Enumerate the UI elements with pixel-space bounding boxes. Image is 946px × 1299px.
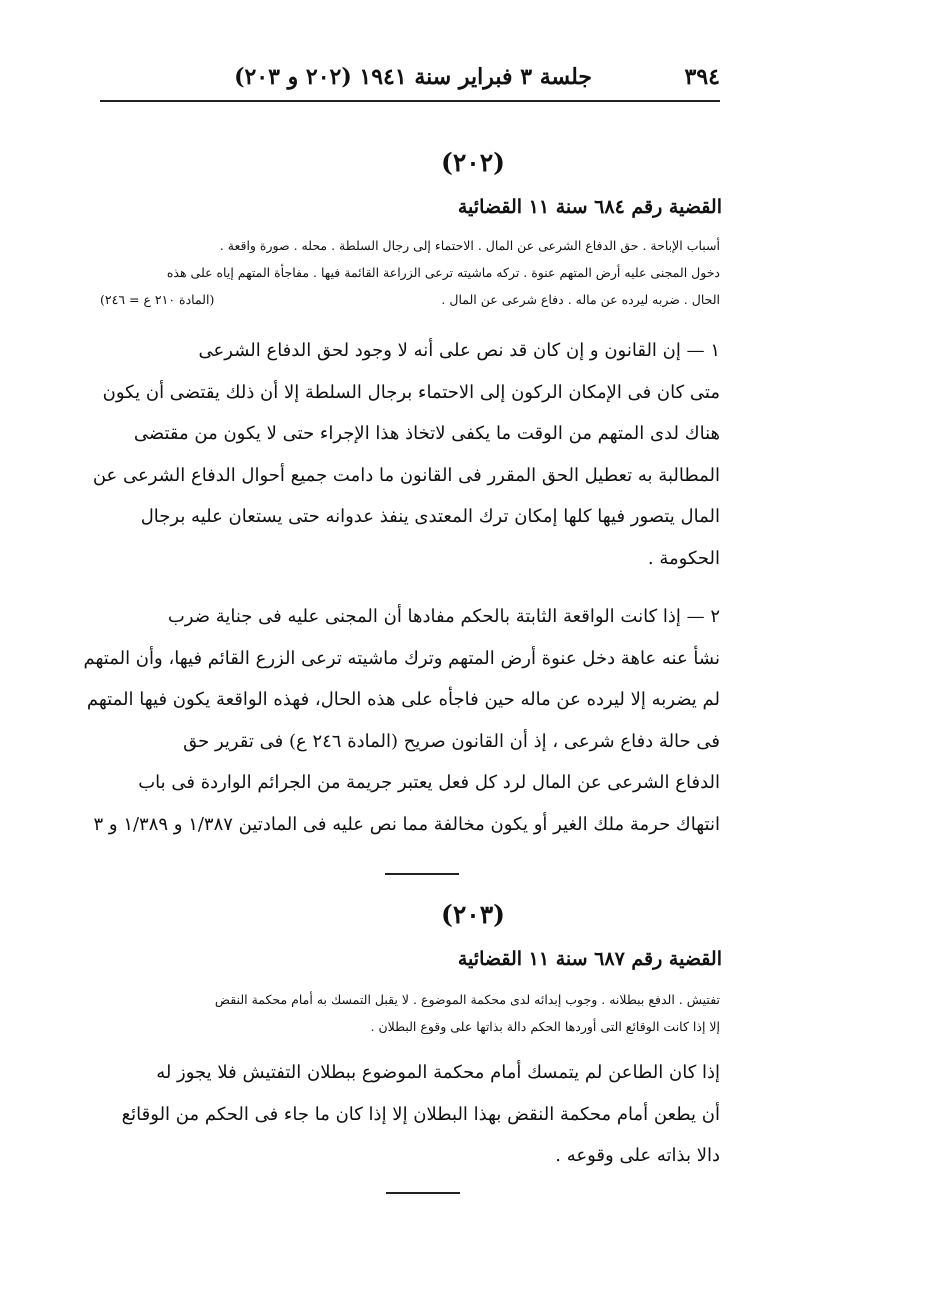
text-line: انتهاك حرمة ملك الغير أو يكون مخالفة مما نص عليه فى المادتين ١/٣٨٧ و ١/٣٨٩ و ٣ xyxy=(93,813,720,835)
paragraph-2 xyxy=(83,596,720,845)
text-line: المطالبة به تعطيل الحق المقرر فى القانون ما دامت جميع أحوال الدفاع الشرعى عن xyxy=(92,464,720,486)
text-line: الحكومة . xyxy=(647,547,720,569)
text-line: دالا بذاته على وقوعه . xyxy=(555,1145,720,1166)
keywords-line xyxy=(100,286,720,313)
case-number: (٢٠٣) xyxy=(441,900,505,929)
text-line: الدفاع الشرعى عن المال لرد كل فعل يعتبر جريمة من الجرائم الواردة فى باب xyxy=(138,772,720,793)
text-line: أن يطعن أمام محكمة النقض بهذا البطلان إلا إذا كان ما جاء فى الحكم من الوقائع xyxy=(121,1103,720,1125)
text-line: ٢ — إذا كانت الواقعة الثابتة بالحكم مفادها أن المجنى عليه فى جناية ضرب xyxy=(167,606,720,627)
text-line: المال يتصور فيها كلها إمكان ترك المعتدى ينفذ عدوانه حتى يستعان عليه برجال xyxy=(140,506,720,527)
case-reference: القضية رقم ٦٨٤ سنة ١١ القضائية xyxy=(457,196,722,218)
header-rule xyxy=(100,100,720,102)
page-header xyxy=(100,64,720,98)
text-line: هناك لدى المتهم من الوقت ما يكفى لاتخاذ هذا الإجراء حتى لا يكون من مقتضى xyxy=(133,423,720,444)
text-line: متى كان فى الإمكان الركون إلى الاحتماء برجال السلطة إلا أن ذلك يقتضى أن يكون xyxy=(102,381,720,403)
article-reference: (المادة ٢١٠ ع = ٢٤٦) xyxy=(100,292,215,307)
case-number: (٢٠٢) xyxy=(441,148,505,177)
keywords-line: إلا إذا كانت الوقائع التى أوردها الحكم دالة بذاتها على وقوع البطلان . xyxy=(370,1019,720,1034)
text-line: فى حالة دفاع شرعى ، إذ أن القانون صريح (المادة ٢٤٦ ع) فى تقرير حق xyxy=(183,730,720,752)
text-line: نشأ عنه عاهة دخل عنوة أرض المتهم وترك ماشيته ترعى الزرع القائم فيها، وأن المتهم xyxy=(83,647,720,669)
keywords-line: دخول المجنى عليه أرض المتهم عنوة . تركه ماشيته ترعى الزراعة القائمة فيها . مفاجأة المتهم إياه على هذه xyxy=(166,265,720,280)
page-number: ٣٩٤ xyxy=(684,64,720,90)
section-separator xyxy=(385,873,459,875)
case-reference: القضية رقم ٦٨٧ سنة ١١ القضائية xyxy=(457,948,722,970)
running-title: جلسة ٣ فبراير سنة ١٩٤١ (٢٠٢ و ٢٠٣) xyxy=(234,64,592,90)
case-keywords xyxy=(100,986,720,1040)
keywords-line: أسباب الإباحة . حق الدفاع الشرعى عن المال . الاحتماء إلى رجال السلطة . محله . صورة واقعة . xyxy=(219,238,720,253)
text-line: إذا كان الطاعن لم يتمسك أمام محكمة الموضوع ببطلان التفتيش فلا يجوز له xyxy=(156,1062,720,1083)
case-keywords xyxy=(100,232,720,313)
text-line: ١ — إن القانون و إن كان قد نص على أنه لا وجود لحق الدفاع الشرعى xyxy=(198,340,720,361)
keywords-line: تفتيش . الدفع ببطلانه . وجوب إبدائه لدى محكمة الموضوع . لا يقبل التمسك به أمام محكمة النقض xyxy=(214,992,720,1007)
text-line: لم يضربه إلا ليرده عن ماله حين فاجأه على هذه الحال، فهذه الواقعة يكون فيها المتهم xyxy=(86,689,720,710)
paragraph-1 xyxy=(92,330,720,579)
keywords-tail: الحال . ضربه ليرده عن ماله . دفاع شرعى عن المال . xyxy=(441,292,720,307)
paragraph-3 xyxy=(100,1052,720,1177)
section-separator xyxy=(386,1192,460,1194)
